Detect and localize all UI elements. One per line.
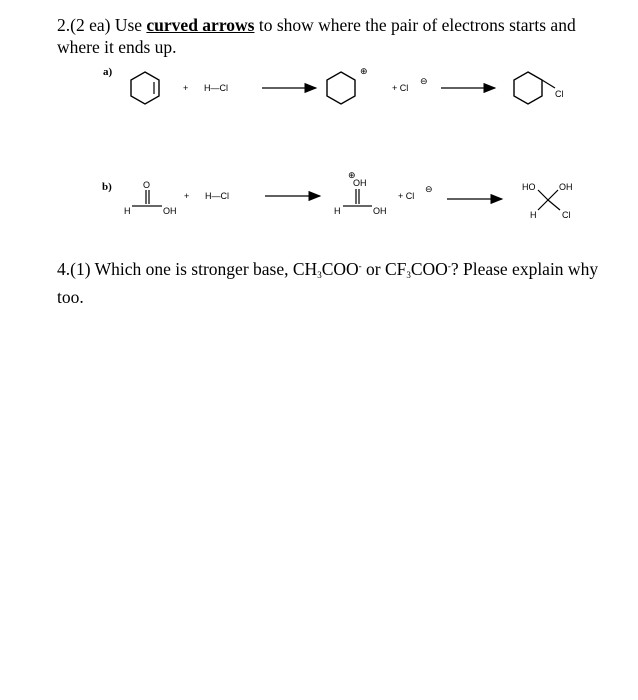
positive-charge-icon: ⊕ [348, 170, 356, 180]
cyclohexene-structure [131, 72, 159, 104]
formic-acid-structure [124, 180, 177, 216]
subscript-3: 3 [406, 270, 411, 280]
superscript-minus: - [447, 261, 451, 271]
product-cl-label: Cl [562, 210, 571, 220]
chloride-plus: + Cl [392, 83, 409, 93]
cation-oh-top-label: OH [353, 178, 367, 188]
negative-charge-icon: ⊖ [425, 184, 433, 194]
tetrahedral-product-structure [522, 182, 573, 220]
plus-sign: + [184, 191, 190, 201]
protonated-acid-structure [334, 170, 387, 216]
chloride-plus: + Cl [398, 191, 415, 201]
chlorocyclohexane-structure [514, 72, 542, 104]
question-4-suffix: ? Please explain why too. [57, 259, 599, 307]
formic-oh-label: OH [163, 206, 177, 216]
product-oh-label: OH [559, 182, 573, 192]
carbocation-structure [327, 72, 355, 104]
reaction-schemes [0, 0, 638, 240]
cation-oh-label: OH [373, 206, 387, 216]
part-b-reaction [124, 170, 573, 220]
question-4 [57, 255, 627, 308]
subscript-3: 3 [317, 270, 322, 280]
product-ho-label: HO [522, 182, 536, 192]
curved-arrows-keyword: curved arrows [146, 15, 255, 35]
product-h-label: H [530, 210, 537, 220]
part-a-reaction [131, 66, 564, 104]
part-b-label: b) [102, 181, 112, 193]
product-cl-label: Cl [555, 89, 564, 99]
hcl-reagent: H—Cl [204, 83, 228, 93]
positive-charge-icon: ⊕ [360, 66, 368, 76]
carbonyl-o-label: O [143, 180, 151, 190]
plus-sign: + [183, 83, 189, 93]
question-2-suffix: to show where the pair of electrons starts and where it ends up. [57, 15, 576, 57]
cation-h-label: H [334, 206, 341, 216]
question-4-text: COO [410, 259, 448, 279]
hcl-reagent: H—Cl [205, 191, 229, 201]
question-4-text: COO [321, 259, 359, 279]
formic-h-label: H [124, 206, 131, 216]
question-2-prefix: 2.(2 ea) Use [57, 15, 147, 35]
question-4-text: or CF [361, 259, 407, 279]
question-4-prefix: 4.(1) Which one is stronger base, CH [57, 259, 318, 279]
negative-charge-icon: ⊖ [420, 76, 428, 86]
part-a-label: a) [103, 66, 113, 78]
superscript-minus: - [358, 261, 362, 271]
